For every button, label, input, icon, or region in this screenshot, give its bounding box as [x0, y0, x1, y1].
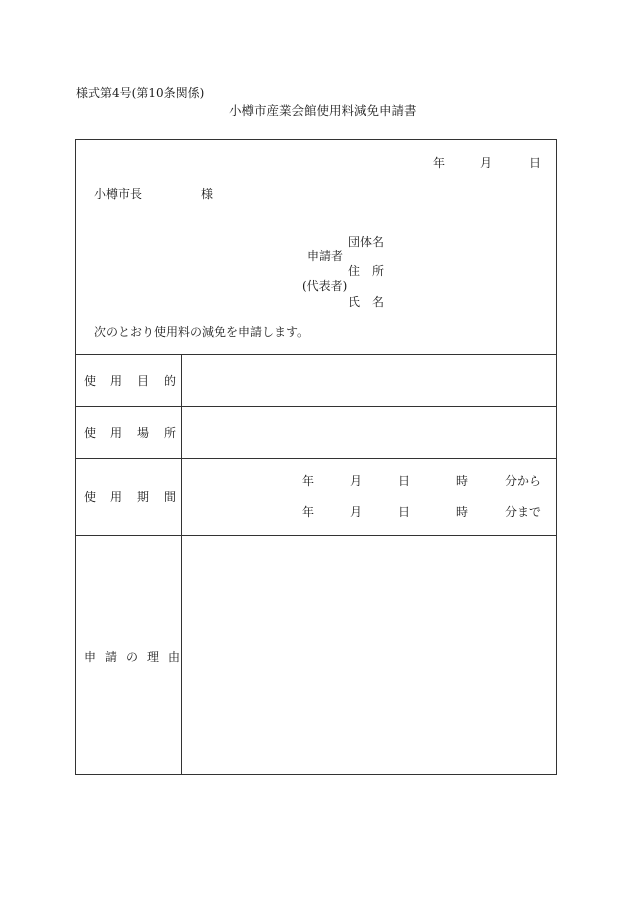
date-month-label: 月	[480, 156, 493, 170]
place-char: 場	[137, 426, 150, 440]
purpose-char: 的	[164, 374, 177, 388]
to-minute: 分まで	[505, 505, 542, 519]
place-char: 使	[84, 426, 97, 440]
reason-input[interactable]	[182, 536, 556, 774]
place-char: 所	[164, 426, 177, 440]
request-statement: 次のとおり使用料の減免を申請します。	[94, 325, 310, 339]
to-hour: 時	[456, 505, 469, 519]
addressee: 小樽市長	[94, 187, 143, 201]
from-minute: 分から	[505, 474, 542, 488]
to-day: 日	[398, 505, 411, 519]
group-name-label: 団体名	[348, 235, 385, 249]
date-day-label: 日	[529, 156, 542, 170]
from-day: 日	[398, 474, 411, 488]
purpose-char: 目	[137, 374, 150, 388]
name-label: 氏 名	[348, 295, 385, 309]
reason-char: 由	[168, 650, 181, 664]
to-year: 年	[302, 505, 315, 519]
purpose-char: 用	[110, 374, 123, 388]
reason-char: 申	[84, 650, 97, 664]
period-char: 間	[164, 490, 177, 504]
reason-char: 請	[105, 650, 118, 664]
from-year: 年	[302, 474, 315, 488]
applicant-label: 申請者	[307, 249, 344, 263]
from-hour: 時	[456, 474, 469, 488]
period-char: 期	[137, 490, 150, 504]
address-label: 住 所	[348, 264, 385, 278]
date-year-label: 年	[433, 156, 446, 170]
representative-label: (代表者)	[302, 279, 348, 293]
document-title: 小樽市産業会館使用料減免申請書	[229, 103, 417, 118]
form-number: 様式第4号(第10条関係)	[76, 86, 205, 100]
addressee-honorific: 様	[201, 187, 214, 201]
purpose-char: 使	[84, 374, 97, 388]
purpose-input[interactable]	[182, 355, 556, 406]
application-form	[75, 139, 557, 775]
period-char: 用	[110, 490, 123, 504]
place-char: 用	[110, 426, 123, 440]
reason-char: の	[126, 650, 139, 664]
place-input[interactable]	[182, 407, 556, 458]
from-month: 月	[350, 474, 363, 488]
to-month: 月	[350, 505, 363, 519]
divider-place	[76, 458, 556, 459]
reason-char: 理	[147, 650, 160, 664]
period-char: 使	[84, 490, 97, 504]
